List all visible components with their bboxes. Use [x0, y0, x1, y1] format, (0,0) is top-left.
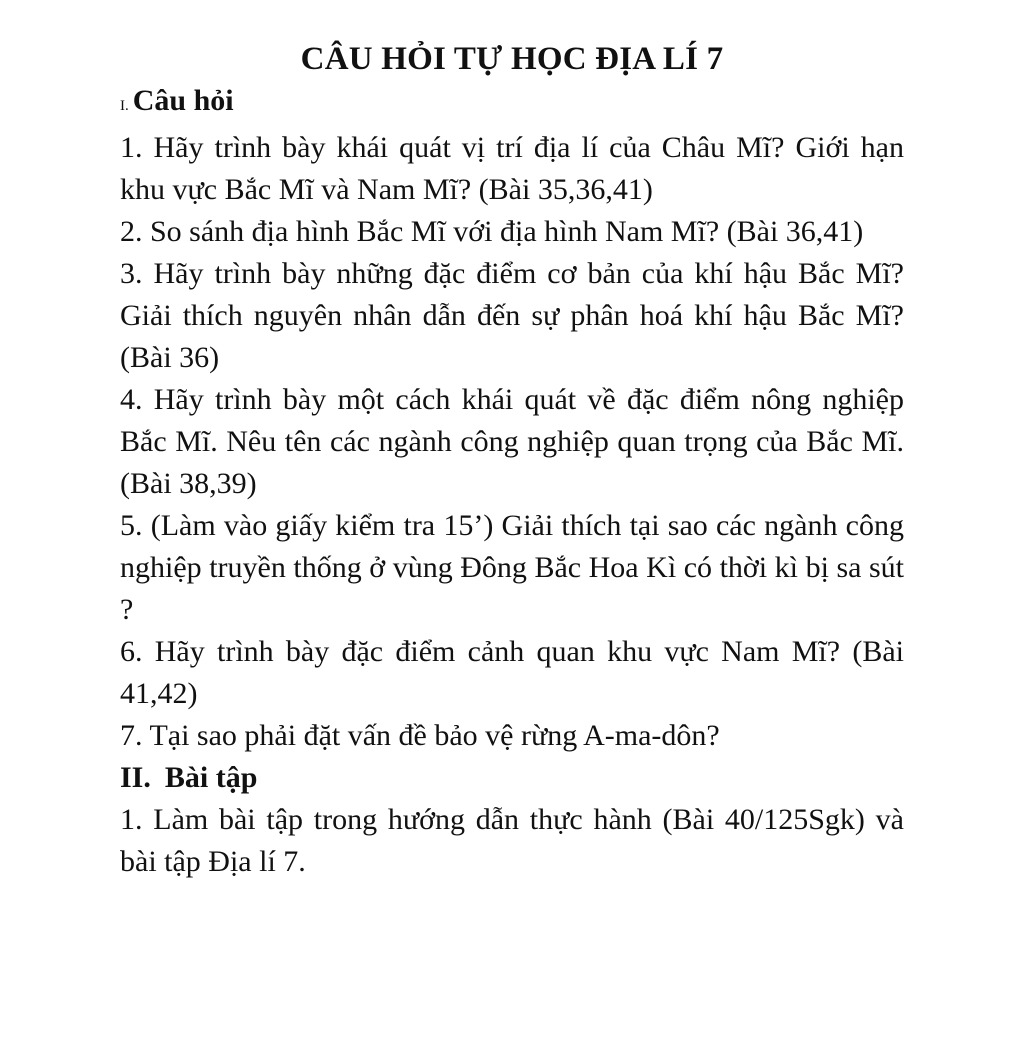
section-numeral: I.	[120, 98, 129, 114]
question-item: 3. Hãy trình bày những đặc điểm cơ bản của khí hậu Bắc Mĩ? Giải thích nguyên nhân dẫn đến sự phân hoá khí hậu Bắc Mĩ? (Bài 36)	[120, 257, 904, 374]
section-numeral: II.	[120, 761, 151, 794]
section-title: Bài tập	[164, 761, 258, 794]
page-title: CÂU HỎI TỰ HỌC ĐỊA LÍ 7	[300, 41, 724, 77]
question-item: 7. Tại sao phải đặt vấn đề bảo vệ rừng A-ma-dôn?	[120, 719, 720, 752]
question-item: 5. (Làm vào giấy kiểm tra 15’) Giải thích tại sao các ngành công nghiệp truyền thống ở vùng Đông Bắc Hoa Kì có thời kì bị sa sút ?	[120, 509, 904, 626]
document-body	[120, 80, 904, 883]
question-item: 1. Hãy trình bày khái quát vị trí địa lí của Châu Mĩ? Giới hạn khu vực Bắc Mĩ và Nam Mĩ? (Bài 35,36,41)	[120, 131, 904, 206]
question-item: 6. Hãy trình bày đặc điểm cảnh quan khu vực Nam Mĩ? (Bài 41,42)	[120, 635, 904, 710]
question-item: 4. Hãy trình bày một cách khái quát về đặc điểm nông nghiệp Bắc Mĩ. Nêu tên các ngành công nghiệp quan trọng của Bắc Mĩ. (Bài 38,39)	[120, 383, 904, 500]
question-item: 2. So sánh địa hình Bắc Mĩ với địa hình Nam Mĩ? (Bài 36,41)	[120, 215, 864, 248]
exercise-item: 1. Làm bài tập trong hướng dẫn thực hành (Bài 40/125Sgk) và bài tập Địa lí 7.	[120, 803, 904, 878]
section-heading-questions	[120, 80, 904, 127]
section-title: Câu hỏi	[132, 84, 234, 117]
section-heading-exercises	[120, 757, 904, 799]
